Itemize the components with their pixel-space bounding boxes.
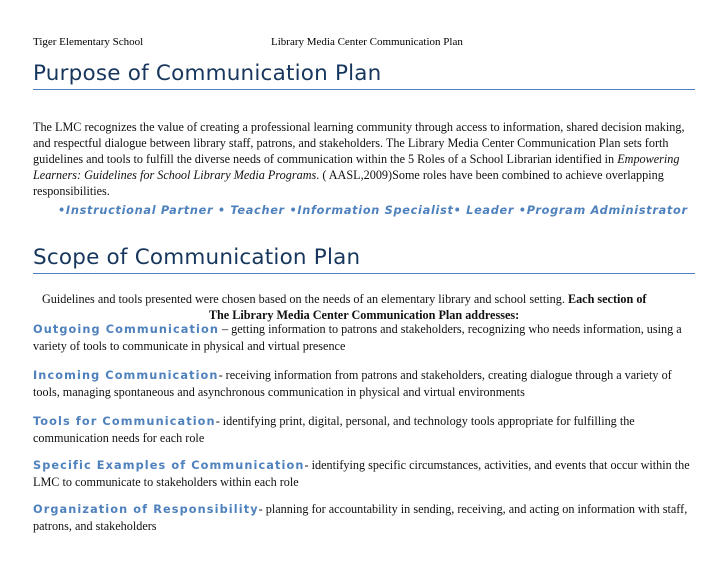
scope-item-term: Organization of Responsibility [33,503,259,516]
scope-intro [33,291,695,323]
scope-item-description: - identifying specific circumstances, activities, and events that occur within the LMC to communicate to stakeholders within each role [33,458,690,489]
scope-intro-bold: Each section of [567,292,647,306]
header-document-title: Library Media Center Communication Plan [271,36,463,48]
scope-intro-centered: The Library Media Center Communication Plan addresses: [208,308,520,322]
scope-heading: Scope of Communication Plan [33,246,695,274]
scope-intro-line [33,291,695,307]
scope-intro-text: Guidelines and tools presented were chosen based on the needs of an elementary library and school setting. [42,292,568,306]
scope-item-outgoing [33,321,695,354]
purpose-heading: Purpose of Communication Plan [33,62,695,90]
purpose-italic-title: Empowering Learners: Guidelines for School Library Media Programs [33,152,680,182]
purpose-paragraph [33,119,695,199]
scope-item-description: - planning for accountability in sending, receiving, and acting on information with staff, patrons, and stakeholders [33,502,688,533]
scope-item-term: Specific Examples of Communication [33,459,305,472]
scope-item-description: - receiving information from patrons and stakeholders, creating dialogue through a variety of tools, managing spontaneous and asynchronous communication in physical and virtual environments [33,368,672,399]
purpose-text-end: . ( AASL,2009)Some roles have been combined to achieve overlapping responsibilities. [33,168,664,198]
scope-item-term: Tools for Communication [33,415,216,428]
scope-item-description: - identifying print, digital, personal, and technology tools appropriate for fulfilling the communication needs for each role [33,414,635,445]
scope-item-incoming [33,367,695,400]
librarian-roles-list: •Instructional Partner • Teacher •Information Specialist• Leader •Program Administrator [58,204,688,217]
running-header [33,36,463,48]
scope-item-term: Outgoing Communication [33,323,219,336]
scope-item-tools [33,413,695,446]
scope-item-term: Incoming Communication [33,369,219,382]
scope-item-examples [33,457,695,490]
scope-item-description: – getting information to patrons and stakeholders, recognizing who needs information, using a variety of tools to communicate in physical and virtual presence [33,322,682,353]
header-school-name: Tiger Elementary School [33,36,144,48]
scope-item-organization [33,501,695,534]
purpose-text-start: The LMC recognizes the value of creating a professional learning community through access to information, shared decision making, and respectful dialogue between library staff, patrons, and stakeholders. The Library Media Center Communication Plan sets forth guidelines and tools to fulfill the diverse needs of communication within the 5 Roles of a School Librarian identified in [33,120,685,166]
